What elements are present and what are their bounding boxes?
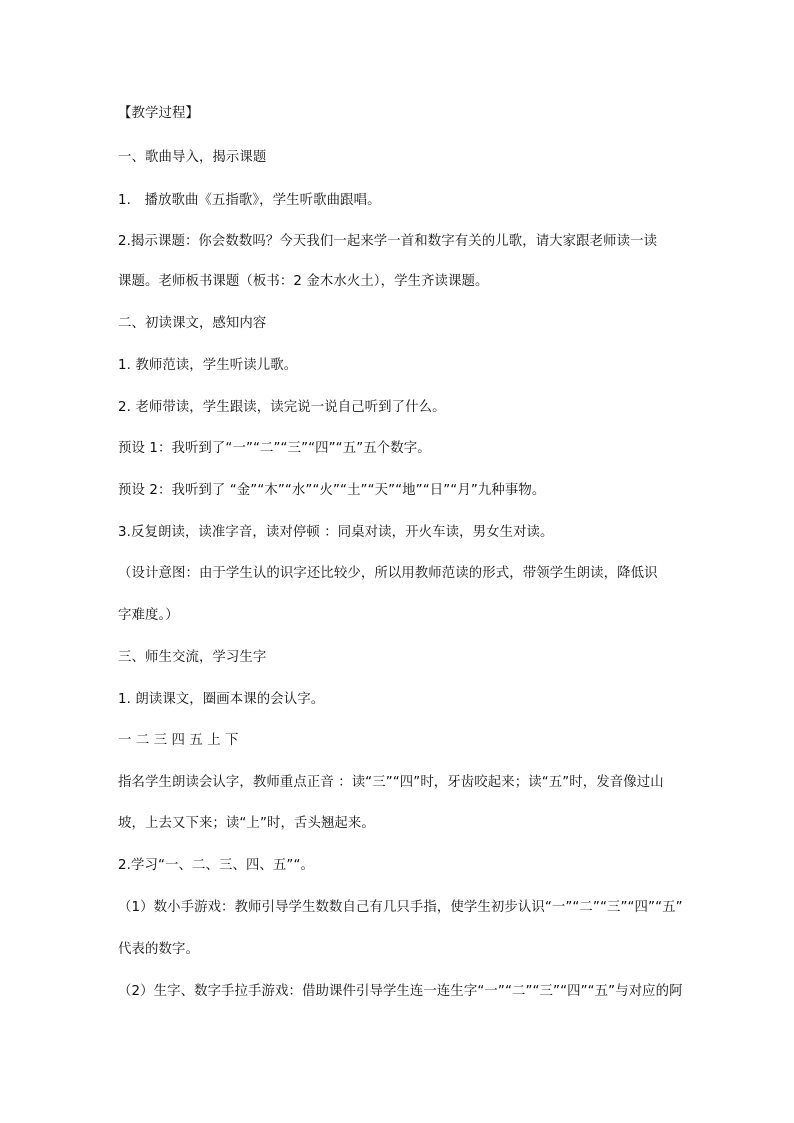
section-heading-teaching-process: 【教学过程】	[118, 106, 199, 121]
paragraph-line: 3.反复朗读，读准字音，读对停顿 ：同桌对读，开火车读，男女生对读。	[118, 525, 554, 540]
paragraph-line: 2.学习“一、二、三、四、五”“。	[118, 858, 314, 873]
paragraph-line: 字难度。）	[118, 608, 179, 623]
section-heading-3: 三、师生交流，学习生字	[118, 650, 267, 665]
paragraph-line: 坡，上去又下来；读“上”时，舌头翘起来。	[118, 816, 375, 831]
paragraph-line: 2.揭示课题：你会数数吗？今天我们一起来学一首和数字有关的儿歌，请大家跟老师读一读	[118, 234, 658, 249]
paragraph-line: 预设 2：我听到了 “金”“木”“水”“火”“土”“天”“地”“日”“月”九种事物。	[118, 483, 546, 498]
section-heading-2: 二、初读课文，感知内容	[118, 316, 267, 331]
paragraph-line: 1. 播放歌曲《五指歌》，学生听歌曲跟唱。	[118, 193, 381, 208]
character-list: 一 二 三 四 五 上 下	[118, 733, 239, 748]
paragraph-line: 课题。老师板书课题（板书：2 金木水火土），学生齐读课题。	[118, 274, 489, 289]
section-heading-1: 一、歌曲导入，揭示课题	[118, 150, 267, 165]
paragraph-line: 预设 1：我听到了“一”“二”“三”“四”“五”五个数字。	[118, 441, 431, 456]
paragraph-line: 指名学生朗读会认字，教师重点正音 ：读“三”“四”时，牙齿咬起来；读“五”时，发音像过山	[118, 775, 664, 790]
paragraph-line: 1. 教师范读，学生听读儿歌。	[118, 358, 298, 373]
paragraph-line: 1. 朗读课文，圈画本课的会认字。	[118, 692, 325, 707]
paragraph-line: 代表的数字。	[118, 942, 199, 957]
paragraph-line: （1）数小手游戏：教师引导学生数数自己有几只手指，使学生初步认识“一”“二”“三”“四”“五”	[118, 900, 683, 915]
paragraph-line: （设计意图：由于学生认的识字还比较少，所以用教师范读的形式，带领学生朗读，降低识	[118, 566, 658, 581]
paragraph-line: 2. 老师带读，学生跟读，读完说一说自己听到了什么。	[118, 400, 446, 415]
paragraph-line: （2）生字、数字手拉手游戏：借助课件引导学生连一连生字“一”“二”“三”“四”“五”与对应的阿	[118, 984, 683, 999]
